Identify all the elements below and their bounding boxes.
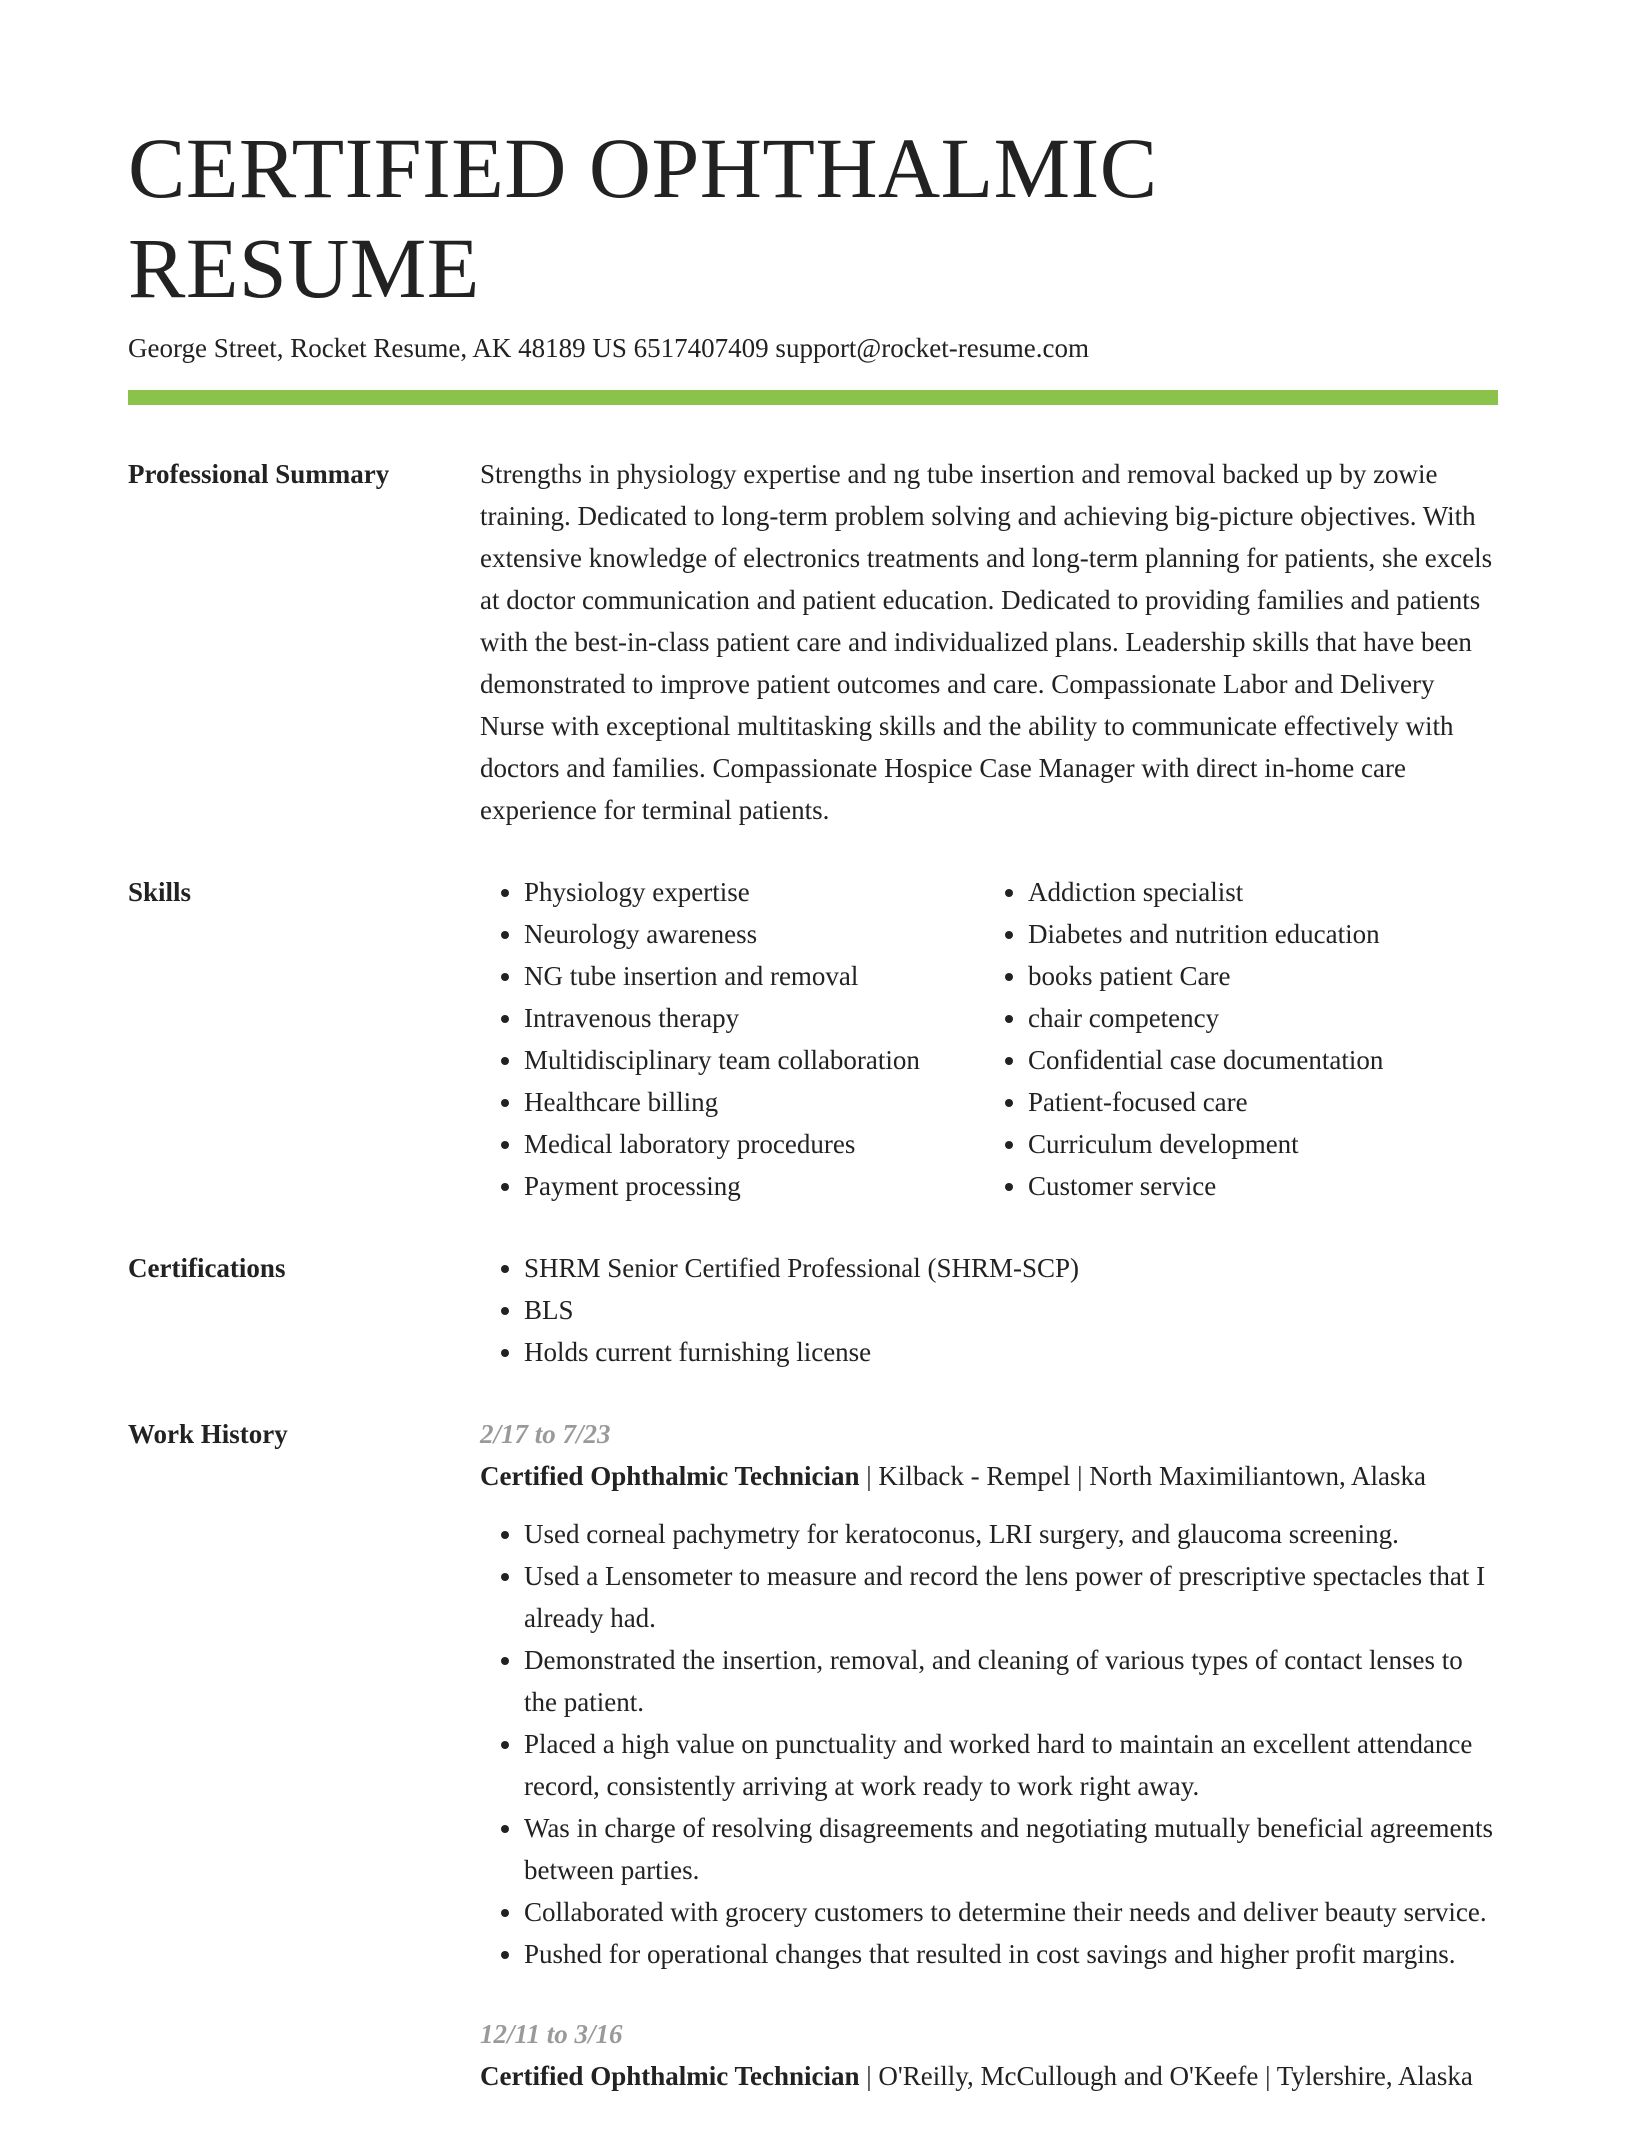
job-bullets: [480, 1513, 1498, 1975]
skills-content: [480, 871, 1498, 1207]
job-heading: [480, 1455, 1498, 1497]
job-details: | Kilback - Rempel | North Maximiliantown, Alaska: [859, 1461, 1426, 1491]
work-history-section: [128, 1413, 1498, 2135]
skill-item: • Payment processing: [524, 1165, 984, 1207]
job-bullet: • Used corneal pachymetry for keratoconus, LRI surgery, and glaucoma screening.: [524, 1513, 1498, 1555]
certification-item: • BLS: [524, 1289, 1498, 1331]
skill-item: • Confidential case documentation: [1028, 1039, 1383, 1081]
summary-section: [128, 453, 1498, 831]
certifications-content: [480, 1247, 1498, 1373]
skill-item: • chair competency: [1028, 997, 1383, 1039]
skill-item: • Multidisciplinary team collaboration: [524, 1039, 984, 1081]
skill-item: • Physiology expertise: [524, 871, 984, 913]
skills-column-2: [984, 871, 1383, 1207]
skill-item: • Patient-focused care: [1028, 1081, 1383, 1123]
skill-item: • books patient Care: [1028, 955, 1383, 997]
job-details: | O'Reilly, McCullough and O'Keefe | Tylershire, Alaska: [859, 2061, 1473, 2091]
summary-text: Strengths in physiology expertise and ng tube insertion and removal backed up by zowie training. Dedicated to long-term problem solving and achieving big-picture objectives. With extensive knowledge of electronics treatments and long-term planning for patients, she excels at doctor communication and patient education. Dedicated to providing families and patients with the best-in-class patient care and individualized plans. Leadership skills that have been demonstrated to improve patient outcomes and care. Compassionate Labor and Delivery Nurse with exceptional multitasking skills and the ability to communicate effectively with doctors and families. Compassionate Hospice Case Manager with direct in-home care experience for terminal patients.: [480, 459, 1493, 825]
skill-item: • Healthcare billing: [524, 1081, 984, 1123]
certifications-section: [128, 1247, 1498, 1373]
skill-item: • Intravenous therapy: [524, 997, 984, 1039]
skill-item: • Customer service: [1028, 1165, 1383, 1207]
skills-column-1: [480, 871, 984, 1207]
job-dates: 12/11 to 3/16: [480, 2019, 623, 2049]
contact-info: George Street, Rocket Resume, AK 48189 US 6517407409 support@rocket-resume.com: [128, 333, 1089, 363]
summary-label: Professional Summary: [128, 459, 390, 489]
summary-content: [480, 453, 1498, 831]
page-title: CERTIFIED OPHTHALMIC RESUME: [128, 120, 1158, 316]
skills-label: Skills: [128, 877, 192, 907]
certification-item: • Holds current furnishing license: [524, 1331, 1498, 1373]
job-bullet: • Was in charge of resolving disagreements and negotiating mutually beneficial agreements between parties.: [524, 1807, 1498, 1891]
job-bullet: • Placed a high value on punctuality and worked hard to maintain an excellent attendance record, consistently arriving at work ready to work right away.: [524, 1723, 1498, 1807]
certifications-list: [480, 1247, 1498, 1373]
skill-item: • Medical laboratory procedures: [524, 1123, 984, 1165]
skill-item: • Diabetes and nutrition education: [1028, 913, 1383, 955]
skill-item: • Neurology awareness: [524, 913, 984, 955]
skill-item: • Curriculum development: [1028, 1123, 1383, 1165]
accent-divider: [128, 390, 1498, 405]
job-heading: [480, 2055, 1498, 2097]
skill-item: • NG tube insertion and removal: [524, 955, 984, 997]
certifications-label: Certifications: [128, 1253, 286, 1283]
job-title: Certified Ophthalmic Technician: [480, 2061, 860, 2091]
work-history-content: [480, 1413, 1498, 2135]
job-entry: [480, 1413, 1498, 1975]
work-history-label: Work History: [128, 1419, 288, 1449]
job-bullet: • Demonstrated the insertion, removal, and cleaning of various types of contact lenses to the patient.: [524, 1639, 1498, 1723]
job-entry: [480, 2013, 1498, 2097]
job-title: Certified Ophthalmic Technician: [480, 1461, 860, 1491]
job-bullet: • Pushed for operational changes that resulted in cost savings and higher profit margins.: [524, 1933, 1498, 1975]
certification-item: • SHRM Senior Certified Professional (SHRM-SCP): [524, 1247, 1498, 1289]
skills-section: [128, 871, 1498, 1207]
job-bullet: • Collaborated with grocery customers to determine their needs and deliver beauty service.: [524, 1891, 1498, 1933]
job-dates: 2/17 to 7/23: [480, 1419, 611, 1449]
skill-item: • Addiction specialist: [1028, 871, 1383, 913]
job-bullet: • Used a Lensometer to measure and record the lens power of prescriptive spectacles that I already had.: [524, 1555, 1498, 1639]
